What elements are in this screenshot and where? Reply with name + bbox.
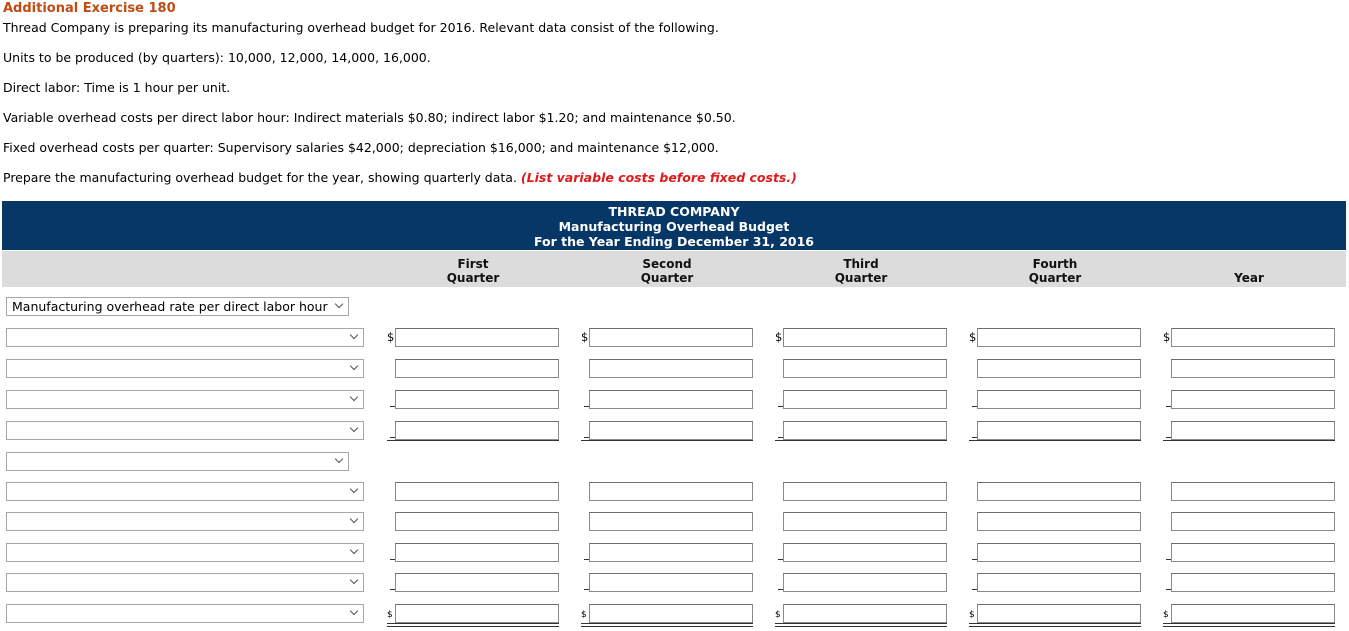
amount-input-q2[interactable] [589,482,753,501]
problem-intro: Thread Company is preparing its manufacturing overhead budget for 2016. Relevant data consist of the following. [3,20,719,35]
line-item-dropdown[interactable] [6,452,349,471]
amount-input-q3[interactable] [783,482,947,501]
problem-units: Units to be produced (by quarters): 10,000, 12,000, 14,000, 16,000. [3,50,431,65]
currency-sign: $ [969,610,975,620]
line-item-dropdown[interactable] [6,482,364,501]
currency-sign: $ [387,610,393,620]
rate-basis-selected: Manufacturing overhead rate per direct labor hour [12,299,328,314]
amount-input-year[interactable] [1171,328,1335,347]
amount-input-q1[interactable] [395,512,559,531]
line-item-dropdown[interactable] [6,359,364,378]
amount-input-q2[interactable] [589,573,753,592]
amount-input-q4[interactable] [977,328,1141,347]
chevron-down-icon [350,331,358,339]
amount-input-year[interactable] [1171,359,1335,378]
rate-basis-dropdown[interactable] [6,297,349,316]
total-underline [387,623,559,624]
chevron-down-icon [350,362,358,370]
currency-sign: $ [1163,330,1171,344]
leader-line [778,589,783,590]
amount-input-q1[interactable] [395,482,559,501]
line-item-dropdown[interactable] [6,543,364,562]
statement-name: Manufacturing Overhead Budget [558,219,790,234]
currency-sign: $ [581,330,589,344]
amount-input-q4[interactable] [977,543,1141,562]
problem-fixed-overhead: Fixed overhead costs per quarter: Supervisory salaries $42,000; depreciation $16,000; and maintenance $12,000. [3,140,719,155]
col-header-q2: Second Quarter [640,257,694,285]
amount-input-q2[interactable] [589,359,753,378]
total-underline [969,623,1141,624]
chevron-down-icon [350,393,358,401]
amount-input-q1[interactable] [395,328,559,347]
total-underline [581,623,753,624]
amount-input-q2[interactable] [589,390,753,409]
total-underline [775,623,947,624]
chevron-down-icon [350,607,358,615]
line-item-dropdown[interactable] [6,512,364,531]
currency-sign: $ [387,330,395,344]
leader-line [972,406,977,407]
chevron-down-icon [350,485,358,493]
amount-input-year[interactable] [1171,482,1335,501]
leader-line [778,437,783,438]
currency-sign: $ [775,610,781,620]
amount-input-q1[interactable] [395,359,559,378]
amount-input-q1[interactable] [395,573,559,592]
amount-input-q4[interactable] [977,573,1141,592]
leader-line [584,559,589,560]
amount-input-q4[interactable] [977,482,1141,501]
amount-input-q4[interactable] [977,359,1141,378]
amount-input-q4[interactable] [977,604,1141,623]
total-underline [775,440,947,441]
leader-line [390,406,395,407]
company-name: THREAD COMPANY [608,204,740,219]
line-item-dropdown[interactable] [6,390,364,409]
leader-line [1166,589,1171,590]
leader-line [778,406,783,407]
amount-input-q3[interactable] [783,604,947,623]
line-item-dropdown[interactable] [6,421,364,440]
amount-input-q2[interactable] [589,512,753,531]
amount-input-q3[interactable] [783,328,947,347]
amount-input-q2[interactable] [589,543,753,562]
line-item-dropdown[interactable] [6,573,364,592]
total-underline [1163,623,1335,624]
amount-input-q3[interactable] [783,573,947,592]
amount-input-q1[interactable] [395,390,559,409]
amount-input-q1[interactable] [395,421,559,440]
amount-input-q4[interactable] [977,421,1141,440]
budget-header [2,201,1346,250]
chevron-down-icon [335,455,343,463]
leader-line [584,406,589,407]
total-underline [969,440,1141,441]
amount-input-q3[interactable] [783,543,947,562]
amount-input-q2[interactable] [589,421,753,440]
leader-line [390,589,395,590]
leader-line [390,437,395,438]
currency-sign: $ [775,330,783,344]
amount-input-year[interactable] [1171,421,1335,440]
leader-line [1166,406,1171,407]
instruction-text: Prepare the manufacturing overhead budget for the year, showing quarterly data. [3,170,521,185]
total-underline [581,626,753,627]
chevron-down-icon [350,424,358,432]
total-underline [387,626,559,627]
total-underline [969,626,1141,627]
chevron-down-icon [350,515,358,523]
col-header-year: Year [1234,271,1264,285]
statement-period: For the Year Ending December 31, 2016 [533,234,815,249]
problem-variable-overhead: Variable overhead costs per direct labor hour: Indirect materials $0.80; indirect labor $1.20; and maintenance $0.50. [3,110,736,125]
leader-line [972,559,977,560]
amount-input-year[interactable] [1171,390,1335,409]
leader-line [584,437,589,438]
exercise-title: Additional Exercise 180 [3,1,176,16]
currency-sign: $ [581,610,587,620]
total-underline [1163,440,1335,441]
leader-line [778,559,783,560]
amount-input-q1[interactable] [395,543,559,562]
chevron-down-icon [350,576,358,584]
col-header-q1: First Quarter [446,257,500,285]
amount-input-q3[interactable] [783,390,947,409]
amount-input-q4[interactable] [977,390,1141,409]
line-item-dropdown[interactable] [6,604,364,623]
problem-direct-labor: Direct labor: Time is 1 hour per unit. [3,80,231,95]
amount-input-year[interactable] [1171,543,1335,562]
col-header-q4: Fourth Quarter [1028,257,1082,285]
total-underline [387,440,559,441]
leader-line [1166,437,1171,438]
col-header-q3: Third Quarter [834,257,888,285]
problem-instruction [3,170,797,185]
amount-input-q3[interactable] [783,421,947,440]
amount-input-q1[interactable] [395,604,559,623]
leader-line [584,589,589,590]
total-underline [581,440,753,441]
amount-input-year[interactable] [1171,604,1335,623]
amount-input-q4[interactable] [977,512,1141,531]
currency-sign: $ [1163,610,1169,620]
leader-line [390,559,395,560]
currency-sign: $ [969,330,977,344]
leader-line [972,589,977,590]
amount-input-q2[interactable] [589,604,753,623]
amount-input-q3[interactable] [783,359,947,378]
amount-input-q3[interactable] [783,512,947,531]
amount-input-q2[interactable] [589,328,753,347]
chevron-down-icon [350,546,358,554]
amount-input-year[interactable] [1171,573,1335,592]
leader-line [1166,559,1171,560]
instruction-note: (List variable costs before fixed costs.) [520,170,797,185]
total-underline [775,626,947,627]
leader-line [972,437,977,438]
line-item-dropdown[interactable] [6,328,364,347]
chevron-down-icon [335,300,343,308]
amount-input-year[interactable] [1171,512,1335,531]
total-underline [1163,626,1335,627]
